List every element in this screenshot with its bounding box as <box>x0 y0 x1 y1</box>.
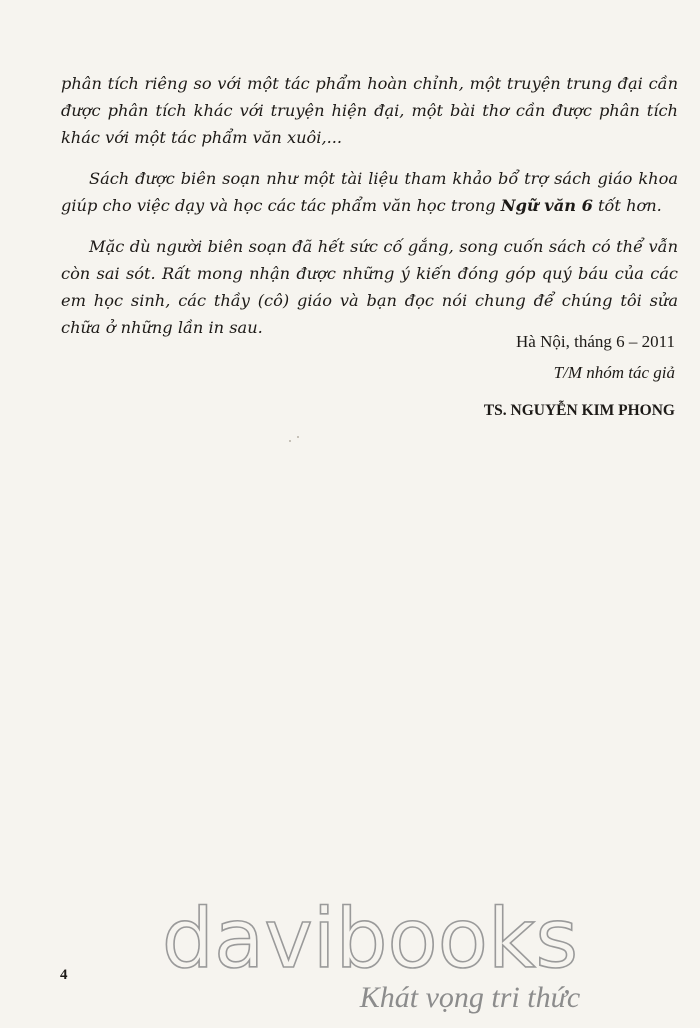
paper-speck <box>289 440 291 442</box>
paragraph-2-text-end: tốt hơn. <box>592 196 662 215</box>
signature-role: T/M nhóm tác giả <box>553 363 675 382</box>
signature-place-date: Hà Nội, tháng 6 – 2011 <box>516 332 675 351</box>
davibooks-logo <box>150 895 590 1015</box>
paper-speck <box>297 436 299 438</box>
paragraph-1: phân tích riêng so với một tác phẩm hoàn chỉnh, một truyện trung đại cần được phân tích khác với truyện hiện đại, một bài thơ cần được phân tích khác với một tác phẩm văn xuôi,... <box>61 74 678 147</box>
paragraph-2-text-start: Sách được biên soạn như một tài liệu tham khảo bổ trợ sách giáo khoa giúp cho việc dạy và học các tác phẩm văn học trong <box>61 169 678 215</box>
body-text <box>61 70 678 355</box>
page-number: 4 <box>60 967 68 983</box>
signature-name: TS. NGUYỄN KIM PHONG <box>483 402 675 419</box>
watermark-brand: davibooks <box>161 895 579 987</box>
paragraph-3: Mặc dù người biên soạn đã hết sức cố gắng, song cuốn sách có thể vẫn còn sai sót. Rất mong nhận được những ý kiến đóng góp quý báu của các em học sinh, các thầy (cô) giáo và bạn đọc nói chung để chúng tôi sửa chữa ở những lần in sau. <box>61 237 678 337</box>
paragraph-2 <box>61 165 678 219</box>
book-title: Ngữ văn 6 <box>500 196 593 215</box>
watermark-tagline: Khát vọng tri thức <box>359 981 581 1014</box>
